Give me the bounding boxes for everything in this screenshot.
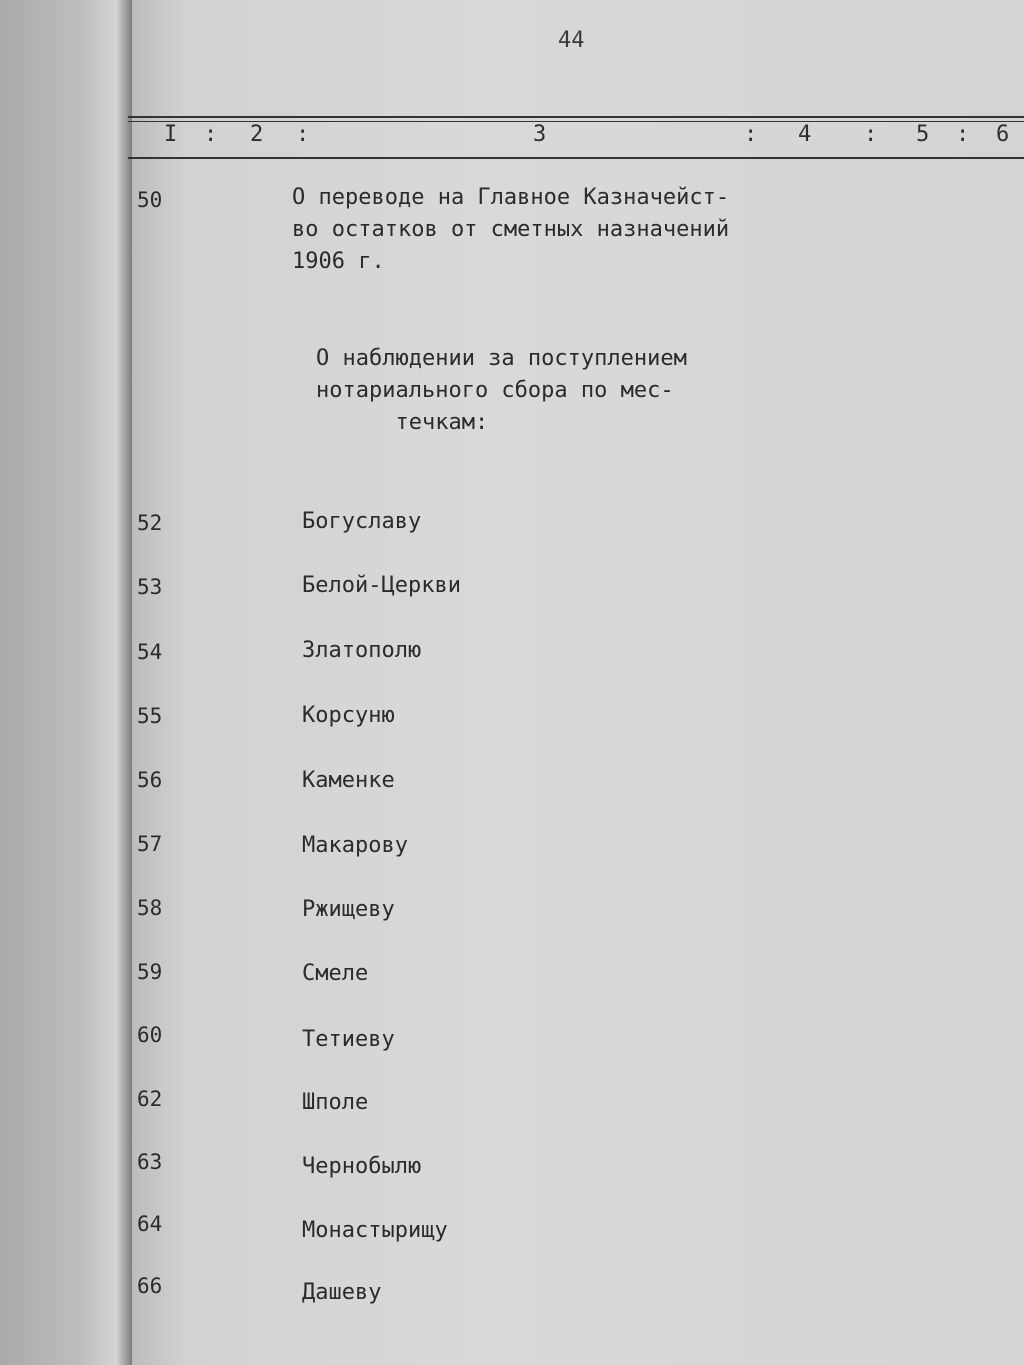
entry-text: Корсуню <box>302 703 395 728</box>
page-number: 44 <box>558 28 585 53</box>
entry-text: О переводе на Главное Казначейст- во остатков от сметных назначений 1906 г. <box>292 185 730 274</box>
header-rule-bottom <box>128 157 1024 159</box>
facing-page-edge <box>0 0 132 1365</box>
entry-number: 56 <box>137 768 163 792</box>
entry-number: 62 <box>137 1087 163 1111</box>
entry-number: 60 <box>137 1023 163 1047</box>
entry-number: 66 <box>137 1274 163 1298</box>
column-separator: : <box>864 122 878 147</box>
entry-number: 57 <box>137 832 163 856</box>
entry-number: 63 <box>137 1150 163 1174</box>
entry-text: Дашеву <box>302 1280 382 1305</box>
header-rule-top <box>128 116 1024 118</box>
entry-text: Шполе <box>302 1090 369 1115</box>
entry-text: Златополю <box>302 638 422 663</box>
entry-text: Чернобылю <box>302 1154 422 1179</box>
column-header-2: 2 <box>250 122 264 147</box>
entry-text: Ржищеву <box>302 897 395 922</box>
entry-text: Смеле <box>302 961 369 986</box>
entry-number: 50 <box>137 188 163 212</box>
entry-text: О наблюдении за поступлением нотариального сбора по мес- течкам: <box>316 346 687 435</box>
entry-number: 55 <box>137 704 163 728</box>
entry-number: 58 <box>137 896 163 920</box>
column-separator: : <box>956 122 970 147</box>
column-header-6: 6 <box>996 122 1010 147</box>
entry-text: Тетиеву <box>302 1027 395 1052</box>
column-header-1: I <box>164 122 178 147</box>
entry-text: Монастырищу <box>302 1218 448 1243</box>
column-header-3: 3 <box>533 122 547 147</box>
entry-number: 59 <box>137 960 163 984</box>
column-header-5: 5 <box>916 122 930 147</box>
entry-text: Белой-Церкви <box>302 573 461 598</box>
entry-text: Богуславу <box>302 509 422 534</box>
column-separator: : <box>204 122 218 147</box>
column-separator: : <box>296 122 310 147</box>
entry-text: Макарову <box>302 833 408 858</box>
entry-number: 53 <box>137 575 163 599</box>
column-header-4: 4 <box>798 122 812 147</box>
entry-number: 52 <box>137 511 163 535</box>
column-separator: : <box>744 122 758 147</box>
entry-text: Каменке <box>302 768 395 793</box>
entry-number: 54 <box>137 640 163 664</box>
entry-number: 64 <box>137 1212 163 1236</box>
